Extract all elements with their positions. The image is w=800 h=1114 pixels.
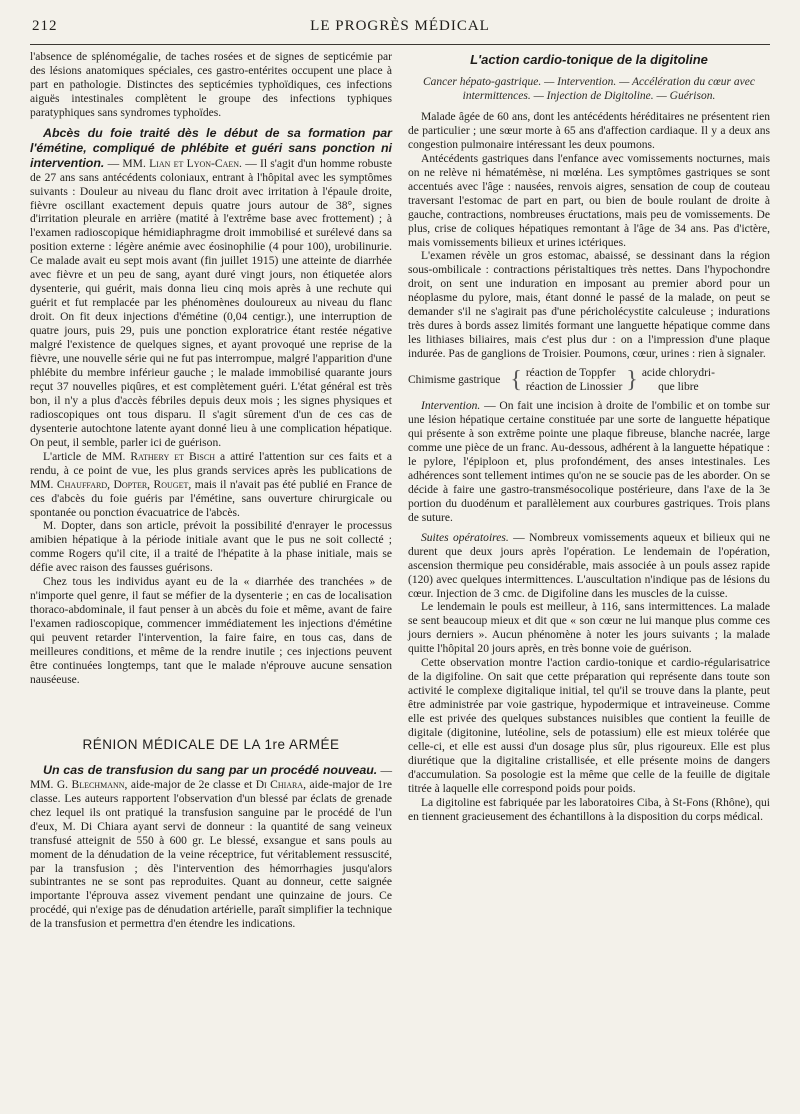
journal-title: LE PROGRÈS MÉDICAL: [310, 18, 490, 34]
abces-body: — Il s'agit d'un homme robuste de 27 ans sans antécédents coloniaux, entrant à l'hôpital avec les symptômes suivants : Douleur au niveau du flanc droit avec irritation à l'épaule droite, fièvre oscillant exactement depuis quatre jours autour de 38°, signes d'irritation pleurale en arrière (matité à l'extrême base avec frottement) ; à l'examen radioscopique hémidiaphragme droit immobilisé et surélevé dans sa position externe : légère anémie avec éosinophilie (4 pour 100), urobilinurie. Ce malade avait eu sept mois avant (fin juillet 1915) une atteinte de diarrhée avec fièvre et un peu de sang, ayant duré vingt jours, non étiquetée alors dysenterie, qui guérit, mais donna lieu cinq mois après à une rechute qui guérit et fut remplacée par les phénomènes douloureux au niveau du flanc droit. On fit deux injections d'émétine (0,04 centigr.), une interruption de quatre jours, puis 29, puis une ponction exploratrice étant restée négative malgré l'existence de quelques signes, et ayant provoqué une reprise de la fièvre, une nouvelle série qui ne fut pas interrompue, malgré l'apparition d'une phlébite du membre inférieur gauche ; le malade immobilisé quarante jours reçut 37 nouvelles piqûres, et est complètement guéri. L'état général est très bon, il n'y a plus d'accès fébriles depuis deux mois ; les signes physiques et radioscopiques ont tous disparu. Il s'agit sûrement d'un de ces cas de dysenterie autochtone latente ayant donné lieu à une complication hépatique. On peut, il semble, parler ici de guérison.: [30, 157, 392, 449]
p2-mid: a attiré l'attention sur ces faits et a rendu, à ce point de vue, les plus grands services après les publications de MM.: [30, 450, 392, 491]
p2-names2: Chauffard, Dopter, Rouget,: [56, 478, 192, 491]
chimisme-label: Chimisme gastrique: [408, 374, 501, 387]
right-paragraph-2: Antécédents gastriques dans l'enfance avec vomissements nocturnes, mais on ne relève ni hématémèse, ni mœléna. Les symptômes gastriques se sont accentués avec l'âge : nausées, renvois aigres, sensation de coup de couteau traversant l'estomac de part en part, ou bien de boule roulant de droite à gauche, contractions, nombreuses éructations, mais peu de vomissements. De plus, crise de coliques hépatiques remontant à l'âge de 34 ans. Pas d'ictère, mais vomissements bilieux et urines ictériques.: [408, 152, 770, 249]
intro-paragraph: l'absence de splénomégalie, de taches rosées et de signes de septicémie par des lésions anatomiques spéciales, ces gastro-entérites occupent une place à part en pathologie. Distinctes des septicémies typhoïdiques, ces infections aiguës intestinales complètent le groupe des infections typhiques paratyphiques sans syndromes typhoïdes.: [30, 51, 392, 119]
abces-article: [30, 127, 392, 451]
left-brace: {: [510, 367, 522, 394]
reaction-linossier: réaction de Linossier: [525, 381, 623, 394]
page-number: 212: [32, 18, 58, 34]
suites-body: — Nombreux vomissements aqueux et bilieux qui ne durent que deux jours après l'opération. Le lendemain de l'opération, ascension thermique peu considérable, mais associée à un pouls assez rapide (120) avec quelques intermittences. L'auscultation n'indique pas de lésions du cœur. Injection de 3 cmc. de Digifoline dans les muscles de la cuisse.: [408, 531, 771, 600]
abces-paragraph-3: M. Dopter, dans son article, prévoit la possibilité d'enrayer le processus amibien hépatique à la période initiale avant que le pus ne soit collecté ; comme Rogers qu'il cite, il a traité de l'hépatite à la phase initiale, mais se défie avec raison des fausses guérisons.: [30, 520, 392, 575]
abces-paragraph-4: Chez tous les individus ayant eu de la « diarrhée des tranchées » de n'importe quel genre, il faut se méfier de la dysenterie ; en cas de localisation thoraco-abdominale, il faut penser à un abcès du foie et même, avant de faire l'examen radioscopique, commencer immédiatement les injections d'émétine qui peuvent retarder l'intervention, la faire faire, en tous cas, dans de meilleures conditions, et même de la rendre inutile ; ces injections peuvent être continuées longtemps, tant que le malade n'éprouve aucune sensation nauséeuse.: [30, 576, 392, 686]
section-title: RÉNION MÉDICALE DE LA 1re ARMÉE: [82, 736, 340, 752]
trans-mid: , aide-major de 2e classe et: [124, 778, 256, 791]
right-paragraph-5: Le lendemain le pouls est meilleur, à 116, sans intermittences. La malade se sent beaucoup mieux et dit que « son cœur ne lui manque plus comme ces jours derniers ». Aucun phénomène à noter les jours suivants ; la malade quitte l'hôpital 20 jours après, en très bonne voie de guérison.: [408, 601, 770, 656]
result-line-1: acide chlorydri-: [641, 367, 715, 380]
reaction-toppfer: réaction de Toppfer: [525, 367, 616, 380]
right-paragraph-7: La digitoline est fabriquée par les laboratoires Ciba, à St-Fons (Rhône), qui en tiennent gracieusement des échantillons à la disposition du corps médical.: [408, 796, 770, 823]
left-column: [30, 51, 392, 932]
chimisme-block: [408, 366, 770, 394]
result-line-2: que libre: [658, 381, 699, 394]
transfusion-title: Un cas de transfusion du sang par un procédé nouveau.: [43, 762, 378, 777]
trans-body: , aide-major de 1re classe. Les auteurs rapportent l'observation d'un blessé par éclats de grenade chez lequel ils ont pratiqué la transfusion sanguine par le procédé de l'un d'eux, M. Di Chiara ayant servi de donneur : la quantité de sang veineux transfusé atteignit de 550 à 600 gr. Le blessé, exsangue et sans pouls au moment de la dénudation de la veine réceptrice, fut véritablement ressuscité, par la transfusion ; dès l'intervention des hémorrhagies jusqu'alors subintrantes ne se sont pas reproduites. Quant au donneur, cette saignée importante l'éprouva assez vivement pendant une quinzaine de jours. Ce procédé, qui n'exige pas de dénudation artérielle, paraît simplifier la technique de la transfusion et permettra d'en étendre les indications.: [30, 778, 392, 931]
transfusion-article: [30, 764, 392, 932]
intervention-body: — On fait une incision à droite de l'ombilic et on tombe sur une lésion hépatique certaine constituée par une sorte de languette hépatique qui présente à son extrême pointe une plaque fibreuse, blanche nacrée, large comme une pièce de un franc. Au-dessous, adhérent à la languette hépatique : le pylore, l'épiploon et, plus profondément, des anses intestinales. Les adhérences sont tellement intimes qu'on ne se soucie pas de les aborder. On se décide à faire une gastro-transmésocolique postérieure, dans l'axe de la 3e portion du duodénum et parallèlement aux courbures gastriques. Trois plans de suture.: [408, 400, 770, 524]
trans-author-1: Blechmann: [71, 778, 125, 791]
abces-paragraph-2: [30, 451, 392, 521]
suites-paragraph: [408, 532, 770, 602]
abces-title: Abcès du foie traité dès le début de sa formation par l'émétine, compliqué de phlébite et guéri sans ponction ni intervention.: [30, 125, 392, 170]
abces-authors-prefix: — MM.: [104, 157, 150, 170]
right-column: [408, 51, 770, 932]
p2-names: Rathery et Bisch: [130, 450, 215, 463]
digitoline-title: L'action cardio-tonique de la digitoline: [470, 52, 708, 67]
right-brace: }: [626, 367, 638, 394]
right-paragraph-3: L'examen révèle un gros estomac, abaissé, se dessinant dans la région sous-ombilicale : contractions péristaltiques très nettes. Dans l'hypochondre droit, on sent une induration en imposant au premier abord pour un néoplasme du pylore, mais, étant donné le passé de la malade, on peut se demander s'il ne s'agirait pas d'une péricholécystite calculeuse ; indurations très dures à bords assez limités formant une languette hépatique comme dans les lithiases biliaires, mais c'est plus dur : on a l'impression d'une plaque indurée. Pas de ganglions de Troisier. Poumons, cœur, urines : rien à signaler.: [408, 250, 770, 361]
header-rule: [30, 44, 770, 45]
p2-post: mais il n'avait pas été publié en France de ces d'abcès du foie guéris par l'émétine, sans ouverture chirurgicale ou spontanée ou ponction évacuatrice de l'abcès.: [30, 478, 392, 519]
running-header: [30, 18, 770, 40]
abces-authors: Lian et Lyon-Caen.: [149, 157, 242, 170]
intervention-paragraph: [408, 400, 770, 526]
chimisme-result: [642, 366, 715, 394]
suites-label: Suites opératoires.: [421, 531, 509, 544]
right-paragraph-6: Cette observation montre l'action cardio-tonique et cardio-régularisatrice de la digifoline. On sait que cette préparation qui représente dans toute son activité le complexe digitalique initial, tel qu'il se trouve dans la plante, peut être administrée par voie gastrique, hypodermique et intraveineuse. Comme elle est privée des quelques substances nuisibles que contient la feuille de digitale (digitonine, lutéoline, sels de potassium) elle est mieux tolérée que celle-ci, et elle est aussi d'un dosage plus sûr, plus rigoureux. Elle est plus diurétique que la digitaline cristallisée, et elle présente moins de dangers d'accumulation. Sa posologie est la même que celle de la feuille de digitale titrée à laquelle elle correspond poids pour poids.: [408, 657, 770, 795]
trans-pre: — MM. G.: [30, 764, 392, 791]
columns: [30, 51, 770, 932]
digitoline-subtitle: Cancer hépato-gastrique. — Intervention. — Accélération du cœur avec intermittences. — Injection de Digitoline. — Guérison.: [423, 75, 755, 102]
right-paragraph-1: Malade âgée de 60 ans, dont les antécédents héréditaires ne présentent rien de particulier ; une sœur morte à 65 ans d'affection cardiaque. Il y a deux ans congestion pulmonaire intéressant les deux poumons.: [408, 110, 770, 151]
trans-author-2: Di Chiara: [255, 778, 304, 791]
p2-pre: L'article de MM.: [43, 450, 131, 463]
chimisme-reactions: [526, 366, 622, 394]
intervention-label: Intervention.: [421, 400, 481, 413]
